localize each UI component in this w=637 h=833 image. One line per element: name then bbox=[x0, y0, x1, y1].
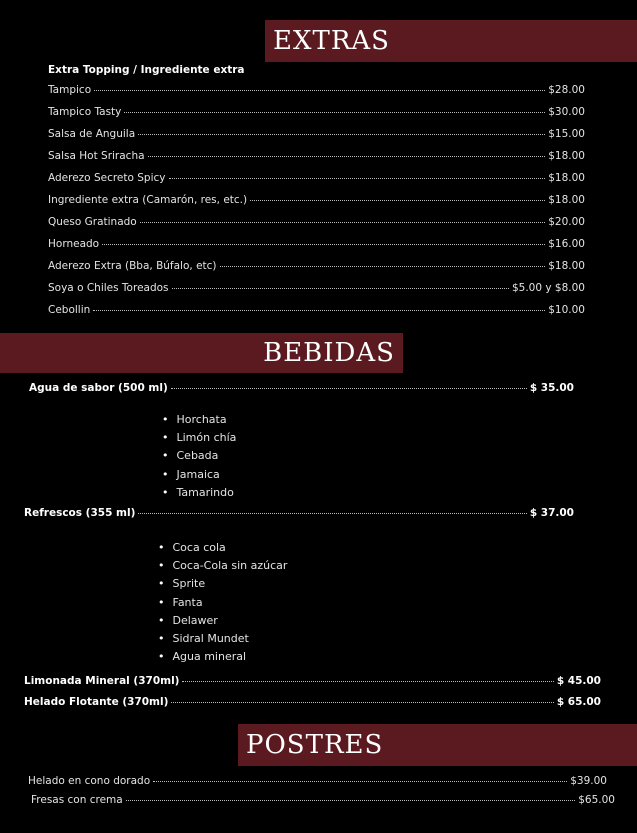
list-item: • Agua mineral bbox=[158, 648, 287, 666]
refrescos-list bbox=[158, 539, 287, 666]
item-price: $15.00 bbox=[548, 128, 585, 140]
extras-banner bbox=[265, 20, 637, 62]
leader-dots bbox=[138, 513, 526, 514]
list-item: • Tamarindo bbox=[162, 484, 236, 502]
leader-dots bbox=[171, 388, 527, 389]
item-name: Queso Gratinado bbox=[48, 216, 137, 228]
leader-dots bbox=[138, 134, 545, 135]
item-name: Helado Flotante (370ml) bbox=[24, 696, 169, 708]
extras-item bbox=[48, 194, 585, 206]
item-name: Salsa Hot Sriracha bbox=[48, 150, 145, 162]
item-name: Tampico Tasty bbox=[48, 106, 122, 118]
item-price: $ 65.00 bbox=[556, 696, 601, 708]
extras-item bbox=[48, 260, 585, 272]
item-name: Salsa de Anguila bbox=[48, 128, 136, 140]
extras-item bbox=[48, 172, 585, 184]
item-name: Refrescos (355 ml) bbox=[24, 507, 136, 519]
refrescos-row bbox=[24, 507, 574, 519]
extras-subtitle: Extra Topping / Ingrediente extra bbox=[48, 64, 245, 76]
list-item: • Sprite bbox=[158, 575, 287, 593]
extras-item bbox=[48, 84, 585, 96]
helado-flotante-row bbox=[24, 696, 601, 708]
extras-item bbox=[48, 216, 585, 228]
item-name: Fresas con crema bbox=[31, 794, 123, 806]
item-price: $ 35.00 bbox=[529, 382, 574, 394]
item-price: $18.00 bbox=[548, 172, 585, 184]
leader-dots bbox=[148, 156, 546, 157]
item-price: $28.00 bbox=[548, 84, 585, 96]
item-price: $20.00 bbox=[548, 216, 585, 228]
leader-dots bbox=[182, 681, 553, 682]
agua-row bbox=[29, 382, 574, 394]
leader-dots bbox=[153, 781, 567, 782]
extras-item bbox=[48, 128, 585, 140]
postres-title: POSTRES bbox=[246, 730, 384, 760]
leader-dots bbox=[124, 112, 545, 113]
item-name: Helado en cono dorado bbox=[28, 775, 151, 787]
leader-dots bbox=[126, 800, 576, 801]
postres-banner bbox=[238, 724, 637, 766]
item-price: $18.00 bbox=[548, 150, 585, 162]
item-name: Agua de sabor (500 ml) bbox=[29, 382, 168, 394]
extras-item bbox=[48, 106, 585, 118]
agua-flavors-list bbox=[162, 411, 236, 502]
item-price: $5.00 y $8.00 bbox=[511, 282, 585, 294]
item-name: Ingrediente extra (Camarón, res, etc.) bbox=[48, 194, 248, 206]
item-price: $16.00 bbox=[548, 238, 585, 250]
limonada-row bbox=[24, 675, 601, 687]
extras-item bbox=[48, 282, 585, 294]
item-name: Limonada Mineral (370ml) bbox=[24, 675, 180, 687]
item-name: Tampico bbox=[48, 84, 92, 96]
item-price: $65.00 bbox=[578, 794, 615, 806]
item-price: $18.00 bbox=[548, 260, 585, 272]
item-price: $30.00 bbox=[548, 106, 585, 118]
extras-item bbox=[48, 304, 585, 316]
leader-dots bbox=[93, 310, 545, 311]
list-item: • Limón chía bbox=[162, 429, 236, 447]
item-price: $ 37.00 bbox=[529, 507, 574, 519]
list-item: • Delawer bbox=[158, 612, 287, 630]
item-name: Aderezo Extra (Bba, Búfalo, etc) bbox=[48, 260, 217, 272]
leader-dots bbox=[102, 244, 545, 245]
item-price: $18.00 bbox=[548, 194, 585, 206]
item-name: Soya o Chiles Toreados bbox=[48, 282, 169, 294]
leader-dots bbox=[220, 266, 546, 267]
item-name: Aderezo Secreto Spicy bbox=[48, 172, 166, 184]
extras-title: EXTRAS bbox=[273, 26, 390, 56]
list-item: • Sidral Mundet bbox=[158, 630, 287, 648]
leader-dots bbox=[250, 200, 545, 201]
leader-dots bbox=[169, 178, 546, 179]
item-name: Horneado bbox=[48, 238, 100, 250]
postres-item bbox=[28, 775, 607, 787]
item-price: $10.00 bbox=[548, 304, 585, 316]
bebidas-title: BEBIDAS bbox=[263, 338, 395, 368]
leader-dots bbox=[94, 90, 545, 91]
leader-dots bbox=[171, 702, 553, 703]
leader-dots bbox=[172, 288, 509, 289]
list-item: • Fanta bbox=[158, 594, 287, 612]
extras-item bbox=[48, 238, 585, 250]
extras-item bbox=[48, 150, 585, 162]
item-name: Cebollin bbox=[48, 304, 91, 316]
item-price: $ 45.00 bbox=[556, 675, 601, 687]
bebidas-banner bbox=[0, 333, 403, 373]
item-price: $39.00 bbox=[570, 775, 607, 787]
list-item: • Cebada bbox=[162, 447, 236, 465]
list-item: • Horchata bbox=[162, 411, 236, 429]
list-item: • Coca cola bbox=[158, 539, 287, 557]
leader-dots bbox=[140, 222, 546, 223]
list-item: • Coca-Cola sin azúcar bbox=[158, 557, 287, 575]
list-item: • Jamaica bbox=[162, 466, 236, 484]
postres-item bbox=[31, 794, 615, 806]
